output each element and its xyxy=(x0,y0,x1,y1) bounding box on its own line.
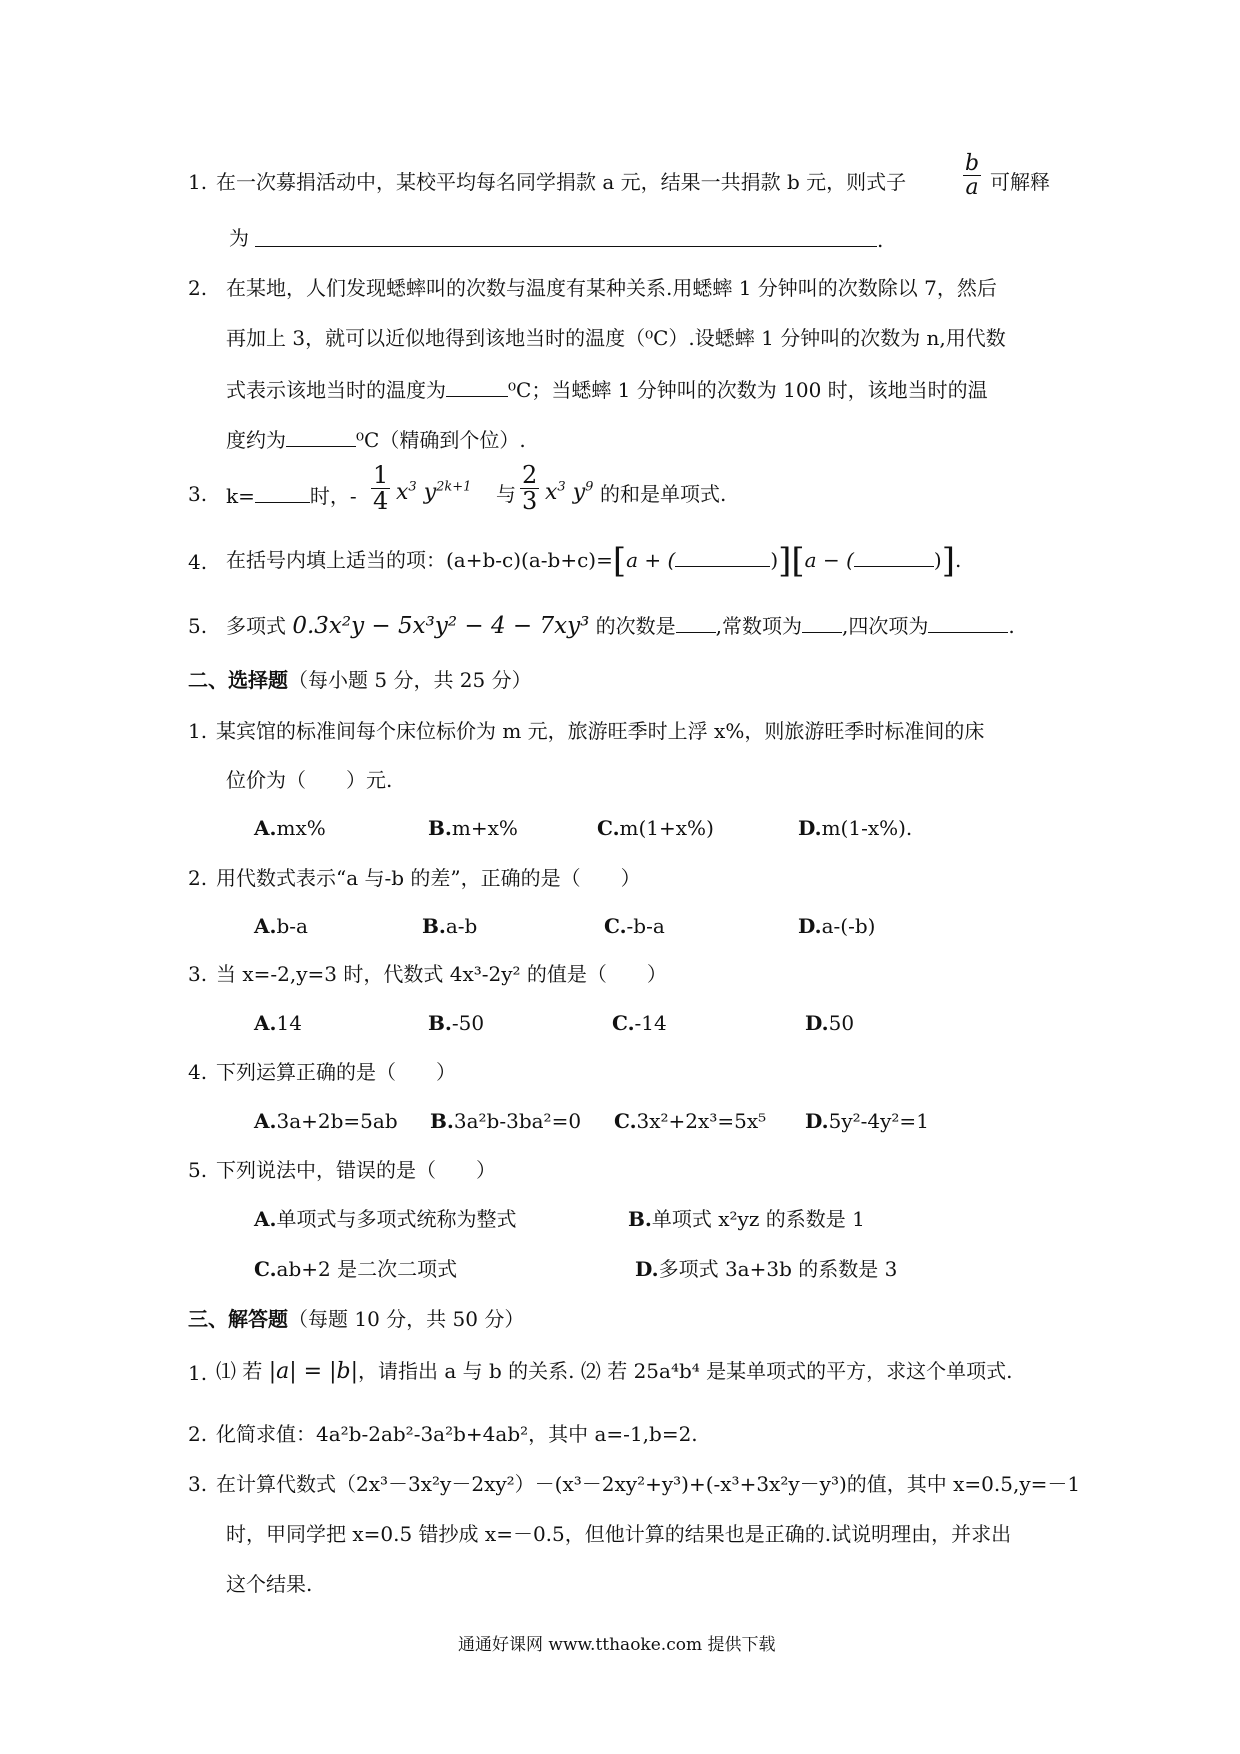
c3-d-text: 50 xyxy=(828,1011,855,1035)
q3-x2-exp: 3 xyxy=(557,479,566,495)
q2-blank-1[interactable] xyxy=(446,378,508,397)
q5-blank-1[interactable] xyxy=(676,614,716,633)
c2-a-letter: A. xyxy=(254,914,277,938)
c4-d-text: 5y²-4y²=1 xyxy=(828,1109,929,1133)
q3-number: 3. xyxy=(188,482,208,506)
q3-term-2 xyxy=(545,479,594,505)
c5-a-letter: A. xyxy=(254,1207,277,1231)
a1-line xyxy=(216,1361,1013,1383)
q5-quartic-label: ,四次项为 xyxy=(842,614,929,638)
q2-line4-a: 度约为 xyxy=(226,428,286,452)
a3-line1: 在计算代数式（2x³－3x²y－2xy²）－(x³－2xy²+y³)+(-x³+3x²y－y³)的值，其中 x=0.5,y=－1 xyxy=(216,1472,1081,1496)
c3-option-c[interactable] xyxy=(612,1013,667,1033)
section2-note: （每小题 5 分，共 25 分） xyxy=(288,668,532,692)
c4-a-text: 3a+2b=5ab xyxy=(276,1109,398,1133)
footer-text: 通通好课网 www.tthaoke.com 提供下载 xyxy=(458,1635,776,1655)
c5-number: 5. xyxy=(188,1158,208,1182)
c2-b-text: a-b xyxy=(445,914,478,938)
q2-line4 xyxy=(226,428,526,450)
c1-number: 1. xyxy=(188,719,208,743)
q3-k: k= xyxy=(226,484,255,508)
c1-line2: 位价为（ ）元. xyxy=(226,768,393,792)
q3-fraction-1 xyxy=(371,463,390,514)
q4-bracket-close-2: ] xyxy=(941,541,955,581)
q1-number: 1. xyxy=(188,170,208,194)
c3-d-letter: D. xyxy=(805,1011,829,1035)
c2-b-letter: B. xyxy=(422,914,446,938)
q2-line3-b: ⁰C；当蟋蟀 1 分钟叫的次数为 100 时，该地当时的温 xyxy=(508,378,988,402)
c3-c-letter: C. xyxy=(612,1011,635,1035)
c4-option-b[interactable] xyxy=(430,1111,581,1131)
q4-expression xyxy=(226,541,962,581)
c1-c-text: m(1+x%) xyxy=(619,816,714,840)
q1-text-tail: 可解释 xyxy=(990,170,1050,194)
c2-c-text: -b-a xyxy=(626,914,665,938)
c1-d-text: m(1-x%). xyxy=(821,816,913,840)
q3-expression xyxy=(226,484,357,506)
q5-polynomial: 0.3x²y − 5x³y² − 4 − 7xy³ xyxy=(292,613,590,639)
c4-option-d[interactable] xyxy=(805,1111,929,1131)
c5-option-c[interactable] xyxy=(254,1259,457,1279)
q5-degree-label: 的次数是 xyxy=(595,614,676,638)
c5-option-a[interactable] xyxy=(254,1209,516,1229)
c4-c-letter: C. xyxy=(614,1109,637,1133)
c2-option-a[interactable] xyxy=(254,916,308,936)
c1-option-c[interactable] xyxy=(597,818,714,838)
c4-option-c[interactable] xyxy=(614,1111,766,1131)
c1-c-letter: C. xyxy=(597,816,620,840)
q4-bracket-open-2: [ xyxy=(791,541,805,581)
a3-number: 3. xyxy=(188,1472,208,1496)
c4-option-a[interactable] xyxy=(254,1111,398,1131)
q3-fraction-2 xyxy=(520,463,539,514)
q5-const-label: ,常数项为 xyxy=(715,614,803,638)
q2-blank-2[interactable] xyxy=(286,428,356,447)
q3-x2: x xyxy=(545,480,558,505)
a1-abs-expression: |a| = |b| xyxy=(268,1359,358,1384)
c2-option-d[interactable] xyxy=(798,916,875,936)
section3-heading xyxy=(188,1309,524,1329)
c3-a-letter: A. xyxy=(254,1011,277,1035)
q4-bracket-open-1: [ xyxy=(612,541,627,581)
q4-bracket-close-1: ] xyxy=(778,541,792,581)
q4-text: 在括号内填上适当的项：(a+b-c)(a-b+c)= xyxy=(226,548,613,572)
q1-wei: 为 xyxy=(229,226,249,250)
c3-c-text: -14 xyxy=(634,1011,667,1035)
q1-fraction xyxy=(963,152,981,199)
q3-term-1 xyxy=(396,479,472,505)
c1-option-b[interactable] xyxy=(428,818,518,838)
c1-option-a[interactable] xyxy=(254,818,326,838)
c2-d-letter: D. xyxy=(798,914,822,938)
q3-y1: y xyxy=(423,480,437,505)
q5-text: 多项式 xyxy=(226,614,286,638)
c3-line1: 当 x=-2,y=3 时，代数式 4x³-2y² 的值是（ ） xyxy=(216,962,667,986)
c1-a-text: mx% xyxy=(276,816,326,840)
q1-period: . xyxy=(877,228,884,252)
c3-option-a[interactable] xyxy=(254,1013,302,1033)
q1-frac-numerator: b xyxy=(965,151,980,176)
c5-line1: 下列说法中，错误的是（ ） xyxy=(216,1158,496,1182)
a2-number: 2. xyxy=(188,1422,208,1446)
c5-option-b[interactable] xyxy=(628,1209,865,1229)
section3-title: 三、解答题 xyxy=(188,1307,288,1331)
q3-y2-exp: 9 xyxy=(585,479,594,495)
q3-f2-num: 2 xyxy=(522,461,538,489)
q4-number: 4. xyxy=(188,550,208,574)
c4-d-letter: D. xyxy=(805,1109,829,1133)
q3-f1-num: 1 xyxy=(373,461,389,489)
q3-f1-den: 4 xyxy=(373,487,389,516)
c2-c-letter: C. xyxy=(604,914,627,938)
q3-x1-exp: 3 xyxy=(408,479,417,495)
section2-title: 二、选择题 xyxy=(188,668,288,692)
q4-a-minus: a − ( xyxy=(804,548,854,572)
q5-line xyxy=(226,614,1015,638)
c3-option-b[interactable] xyxy=(428,1013,484,1033)
a3-line2: 时，甲同学把 x=0.5 错抄成 x=－0.5，但他计算的结果也是正确的.试说明理由，并求出 xyxy=(226,1522,1012,1546)
q5-number: 5. xyxy=(188,614,208,638)
q1-frac-denominator: a xyxy=(965,175,979,201)
c3-b-letter: B. xyxy=(428,1011,452,1035)
q3-tail: 的和是单项式. xyxy=(600,482,727,506)
c5-c-letter: C. xyxy=(254,1257,277,1281)
c5-option-d[interactable] xyxy=(635,1259,897,1279)
a3-line3: 这个结果. xyxy=(226,1572,313,1596)
c4-b-letter: B. xyxy=(430,1109,454,1133)
c2-option-b[interactable] xyxy=(422,916,477,936)
c5-d-letter: D. xyxy=(635,1257,659,1281)
c3-a-text: 14 xyxy=(276,1011,302,1035)
a2-text: 化简求值：4a²b-2ab²-3a²b+4ab²，其中 a=-1,b=2. xyxy=(216,1422,698,1446)
c4-c-text: 3x²+2x³=5x⁵ xyxy=(636,1109,767,1133)
c2-a-text: b-a xyxy=(276,914,308,938)
c4-b-text: 3a²b-3ba²=0 xyxy=(453,1109,582,1133)
c2-d-text: a-(-b) xyxy=(821,914,876,938)
q3-x1: x xyxy=(396,480,409,505)
q2-line2: 再加上 3，就可以近似地得到该地当时的温度（⁰C）.设蟋蟀 1 分钟叫的次数为 n,用代数 xyxy=(226,326,1006,350)
a1-text-a: ⑴ 若 xyxy=(216,1359,263,1383)
q4-period: . xyxy=(954,548,962,572)
c1-line1: 某宾馆的标准间每个床位标价为 m 元，旅游旺季时上浮 x%，则旅游旺季时标准间的床 xyxy=(216,719,985,743)
c5-b-letter: B. xyxy=(628,1207,652,1231)
q3-yu: 与 xyxy=(496,482,516,506)
q3-shi: 时，- xyxy=(309,484,357,508)
c1-d-letter: D. xyxy=(798,816,822,840)
c5-d-text: 多项式 3a+3b 的系数是 3 xyxy=(658,1257,898,1281)
c1-b-letter: B. xyxy=(428,816,452,840)
c3-b-text: -50 xyxy=(451,1011,485,1035)
q1-text: 在一次募捐活动中，某校平均每名同学捐款 a 元，结果一共捐款 b 元，则式子 xyxy=(216,170,907,194)
q2-line3-a: 式表示该地当时的温度为 xyxy=(226,378,446,402)
q5-blank-2[interactable] xyxy=(802,614,842,633)
q5-blank-3[interactable] xyxy=(928,614,1008,633)
c2-number: 2. xyxy=(188,866,208,890)
c5-b-text: 单项式 x²yz 的系数是 1 xyxy=(651,1207,865,1231)
q3-f2-den: 3 xyxy=(522,487,538,516)
q4-paren-close-2: ) xyxy=(933,548,942,572)
c5-a-text: 单项式与多项式统称为整式 xyxy=(276,1207,517,1231)
c2-line1: 用代数式表示“a 与-b 的差”，正确的是（ ） xyxy=(216,866,641,890)
c5-c-text: ab+2 是二次二项式 xyxy=(276,1257,458,1281)
section2-heading xyxy=(188,670,532,690)
a1-text-b: ，请指出 a 与 b 的关系. ⑵ 若 25a⁴b⁴ 是某单项式的平方，求这个单项式. xyxy=(358,1359,1013,1383)
q2-number: 2. xyxy=(188,276,208,300)
q1-answer-blank[interactable] xyxy=(255,228,883,250)
c3-option-d[interactable] xyxy=(805,1013,854,1033)
c4-a-letter: A. xyxy=(254,1109,277,1133)
c1-option-d[interactable] xyxy=(798,818,912,838)
a1-number: 1. xyxy=(188,1361,208,1385)
q2-line4-b: ⁰C（精确到个位）. xyxy=(356,428,526,452)
q2-line3 xyxy=(226,378,988,400)
section3-note: （每题 10 分，共 50 分） xyxy=(288,1307,525,1331)
q3-y2: y xyxy=(572,480,586,505)
c4-line1: 下列运算正确的是（ ） xyxy=(216,1060,456,1084)
q4-paren-close-1: ) xyxy=(770,548,779,572)
c4-number: 4. xyxy=(188,1060,208,1084)
q4-a-plus: a + ( xyxy=(626,548,676,572)
c1-b-text: m+x% xyxy=(451,816,518,840)
q4-blank-2[interactable] xyxy=(854,548,934,567)
c1-a-letter: A. xyxy=(254,816,277,840)
c2-option-c[interactable] xyxy=(604,916,665,936)
q3-blank[interactable] xyxy=(255,484,310,503)
q4-blank-1[interactable] xyxy=(675,548,770,567)
q2-line1: 在某地，人们发现蟋蟀叫的次数与温度有某种关系.用蟋蟀 1 分钟叫的次数除以 7，然后 xyxy=(226,276,997,300)
c3-number: 3. xyxy=(188,962,208,986)
q5-period: . xyxy=(1008,614,1015,638)
q3-y1-exp: 2k+1 xyxy=(436,479,472,495)
